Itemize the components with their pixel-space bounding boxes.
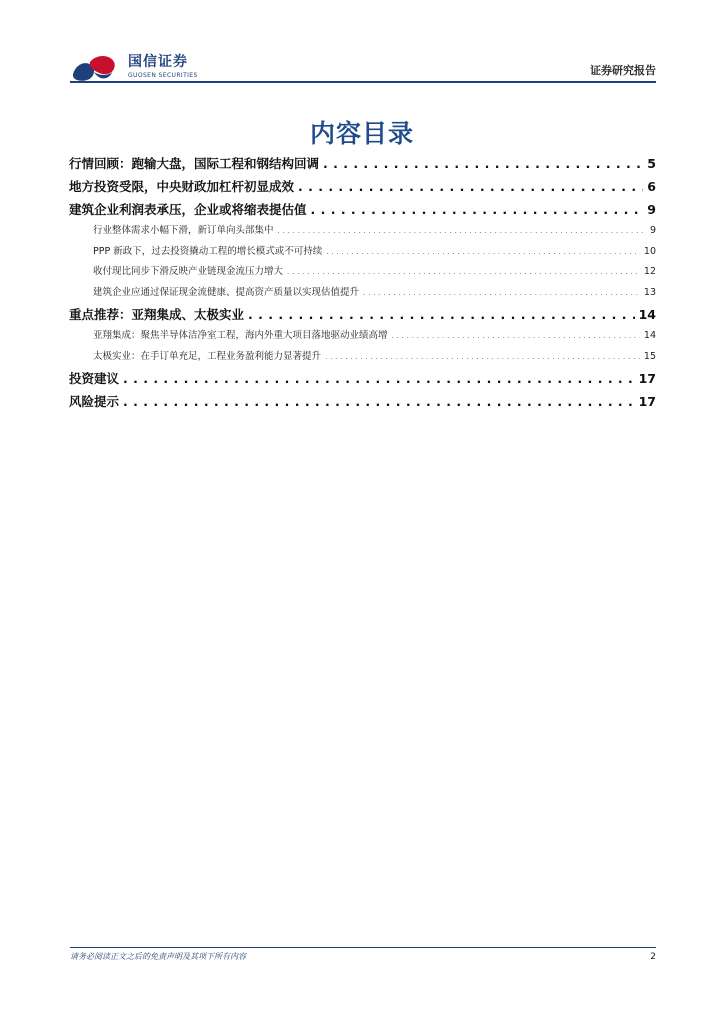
toc-entry-label: 收付现比同步下滑反映产业链现金流压力增大 bbox=[93, 266, 284, 277]
toc-entry-page: 9 bbox=[649, 225, 656, 236]
toc-entry-label: 建筑企业利润表承压，企业或将缩表提估值 bbox=[69, 202, 307, 217]
toc-entry-page: 12 bbox=[643, 266, 656, 277]
footer-divider bbox=[70, 947, 656, 948]
toc-entry-label: 建筑企业应通过保证现金流健康、提高资产质量以实现估值提升 bbox=[93, 286, 360, 298]
toc-entry-subsection[interactable] bbox=[69, 221, 656, 242]
toc-entry-page: 14 bbox=[638, 307, 656, 322]
logo-name-en: GUOSEN SECURITIES bbox=[128, 72, 198, 79]
toc-entry-page: 15 bbox=[643, 350, 656, 362]
toc-leader-dots bbox=[326, 242, 640, 263]
toc-entry-page: 14 bbox=[643, 330, 656, 341]
page-number: 2 bbox=[650, 952, 656, 962]
toc-entry-page: 9 bbox=[647, 202, 656, 217]
toc-leader-dots bbox=[123, 367, 635, 390]
toc-leader-dots bbox=[323, 152, 643, 175]
logo-name-cn: 国信证券 bbox=[128, 54, 188, 70]
toc-entry-section[interactable] bbox=[69, 390, 656, 413]
toc-entry-page: 17 bbox=[638, 371, 656, 386]
toc-entry-section[interactable] bbox=[69, 198, 656, 221]
toc-leader-dots bbox=[363, 283, 640, 304]
toc-entry-subsection[interactable] bbox=[69, 262, 656, 283]
toc-leader-dots bbox=[287, 262, 640, 283]
toc-entry-subsection[interactable] bbox=[69, 242, 656, 263]
toc-entry-section[interactable] bbox=[69, 303, 656, 326]
toc-entry-page: 5 bbox=[647, 156, 656, 171]
toc-entry-page: 6 bbox=[647, 179, 656, 194]
toc-entry-section[interactable] bbox=[69, 175, 656, 198]
toc-leader-dots bbox=[278, 221, 646, 242]
toc-entry-label: 地方投资受限，中央财政加杠杆初显成效 bbox=[69, 179, 295, 194]
toc-entry-subsection[interactable] bbox=[69, 326, 656, 347]
toc-leader-dots bbox=[325, 347, 640, 368]
toc-leader-dots bbox=[392, 326, 640, 347]
toc-entry-label: 风险提示 bbox=[69, 394, 120, 409]
page-header bbox=[70, 50, 656, 86]
toc-leader-dots bbox=[311, 198, 644, 221]
report-type-label: 证券研究报告 bbox=[590, 64, 656, 77]
toc-leader-dots bbox=[123, 390, 635, 413]
toc-entry-label: 投资建议 bbox=[69, 371, 120, 386]
toc-entry-label: 太极实业：在手订单充足，工程业务盈利能力显著提升 bbox=[93, 350, 322, 362]
toc-entry-label: 重点推荐：亚翔集成、太极实业 bbox=[69, 307, 245, 322]
toc-entry-subsection[interactable] bbox=[69, 283, 656, 304]
footer-disclaimer: 请务必阅读正文之后的免责声明及其项下所有内容 bbox=[70, 952, 246, 961]
guosen-logo-icon bbox=[70, 52, 128, 84]
toc-entry-page: 17 bbox=[638, 394, 656, 409]
toc-leader-dots bbox=[248, 303, 635, 326]
toc-entry-page: 10 bbox=[643, 245, 656, 257]
toc-entry-section[interactable] bbox=[69, 367, 656, 390]
toc-entry-section[interactable] bbox=[69, 152, 656, 175]
table-of-contents bbox=[69, 152, 656, 413]
toc-entry-subsection[interactable] bbox=[69, 347, 656, 368]
toc-entry-page: 13 bbox=[643, 286, 656, 298]
header-divider bbox=[70, 81, 656, 83]
toc-entry-label: 行情回顾：跑输大盘，国际工程和钢结构回调 bbox=[69, 156, 320, 171]
toc-entry-label: 行业整体需求小幅下滑，新订单向头部集中 bbox=[93, 225, 274, 236]
toc-entry-label: 亚翔集成：聚焦半导体洁净室工程，海内外重大项目落地驱动业绩高增 bbox=[93, 330, 388, 341]
logo-wordmark bbox=[128, 54, 198, 80]
toc-title: 内容目录 bbox=[309, 119, 414, 148]
toc-leader-dots bbox=[298, 175, 643, 198]
toc-entry-label: PPP 新政下，过去投资撬动工程的增长模式或不可持续 bbox=[93, 245, 323, 257]
